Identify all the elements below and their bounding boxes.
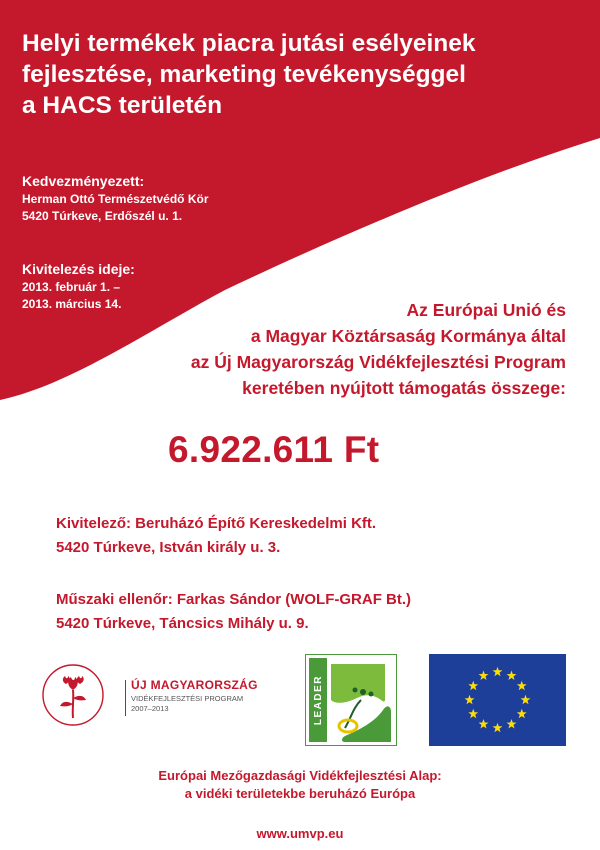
title-line-1: Helyi termékek piacra jutási esélyeinek [22, 30, 476, 57]
period-end: 2013. március 14. [22, 297, 122, 311]
beneficiary-address: 5420 Túrkeve, Erdőszél u. 1. [22, 209, 183, 223]
umvp-name: ÚJ MAGYARORSZÁG [131, 678, 258, 692]
period-label: Kivitelezés ideje: [22, 261, 135, 277]
support-line-4: keretében nyújtott támogatás összege: [242, 378, 566, 398]
beneficiary-block [22, 172, 209, 225]
support-amount: 6.922.611 Ft [168, 429, 380, 470]
contractor-line-2: 5420 Túrkeve, István király u. 3. [56, 539, 281, 556]
period-start: 2013. február 1. – [22, 280, 121, 294]
leader-logo [305, 654, 397, 746]
period-block [22, 260, 135, 313]
umvp-emblem-icon [38, 660, 108, 730]
umvp-text [131, 678, 291, 714]
contractor-line-1: Kivitelező: Beruházó Építő Kereskedelmi Kft. [56, 515, 377, 532]
support-statement [191, 297, 566, 401]
title-line-3: a HACS területén [22, 92, 223, 119]
footer-url[interactable]: www.umvp.eu [256, 826, 344, 841]
inspector-line-2: 5420 Túrkeve, Táncsics Mihály u. 9. [56, 615, 309, 632]
footer-line-1: Európai Mezőgazdasági Vidékfejlesztési Alap: [158, 768, 442, 783]
support-line-2: a Magyar Köztársaság Kormánya által [250, 326, 566, 346]
title-line-2: fejlesztése, marketing tevékenységgel [22, 61, 466, 88]
support-line-3: az Új Magyarország Vidékfejlesztési Program [190, 352, 566, 372]
umvp-program: VIDÉKFEJLESZTÉSI PROGRAM [131, 694, 244, 703]
page-title [22, 28, 582, 121]
beneficiary-label: Kedvezményezett: [22, 173, 145, 189]
umvp-logo [38, 660, 288, 730]
inspector-block [56, 588, 411, 636]
contractor-block [56, 512, 376, 560]
umvp-years: 2007–2013 [131, 704, 169, 713]
beneficiary-name: Herman Ottó Természetvédő Kör [22, 192, 209, 206]
support-line-1: Az Európai Unió és [406, 300, 566, 320]
footer-line-2: a vidéki területekbe beruházó Európa [184, 786, 416, 801]
inspector-line-1: Műszaki ellenőr: Farkas Sándor (WOLF-GRAF Bt.) [56, 591, 412, 608]
eu-flag-icon [429, 654, 566, 746]
leader-label: LEADER [312, 674, 324, 726]
footer-fund [0, 767, 600, 803]
